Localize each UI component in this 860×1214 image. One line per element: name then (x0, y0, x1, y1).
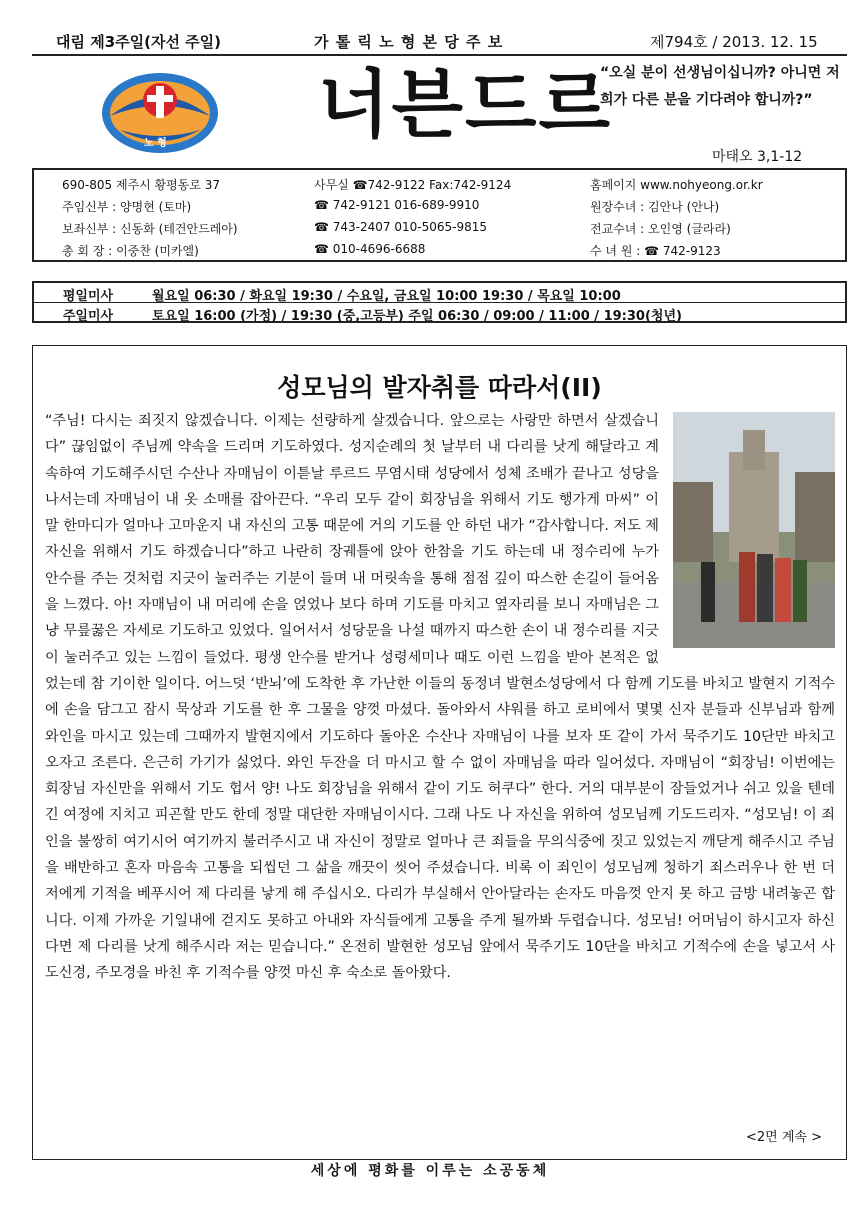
logo-text: 노 형 (144, 138, 167, 149)
info-row (34, 238, 845, 260)
header-bar (32, 28, 847, 56)
mission-sister: 전교수녀 : 오인영 (글라라) (590, 222, 731, 236)
sunday-mass-times: 토요일 16:00 (가정) / 19:30 (중,고등부) 주일 06:30 / 09:00 / 11:00 / 19:30(청년) (152, 309, 682, 324)
article-body: “주님! 다시는 죄짓지 않겠습니다. 이제는 선량하게 살겠습니다. 앞으로는 사랑만 하면서 살겠습니다” 끊임없이 주님께 약속을 드리며 기도하였다. 성지순례의 첫 날부터 내 다리를 낫게 해달라고 계속하여 기도해주시던 수산나 자매님이 이튿날 루르드 무염시태 성당에서 성체 조배가 끝나고 성당을 나서는데 자매님이 내 옷 소매를 잡아끈다. “우리 모두 같이 회장님을 위해서 기도 행가게 마씨” 이말 한마디가 얼마나 고마운지 내 자신의 고통 때문에 거의 기도를 안 하던 내가 “감사합니다. 저도 제 자신을 위해서 기도 하겠습니다”하고 나란히 장궤틀에 앉아 한참을 기도 하는데 내 정수리에 누가 안수를 주는 것처럼 지긋이 눌러주는 기분이 들며 내 머릿속을 통해 점점 깊이 따스한 손길이 들어옴을 느꼈다. 아! 자매님이 내 머리에 손을 얹었나 보다 하며 기도를 마치고 옆자리를 보니 자매님은 그냥 무릎꿇은 자세로 기도하고 있었다. 일어서서 성당문을 나설 때까지 따스한 손이 내 정수리를 지긋이 눌러주고 있는 느낌이 들었다. 평생 안수를 받거나 성령세미나 때도 이런 느낌을 받아 본적은 없었는데 참 기이한 일이다. 어느덧 ‘반뇌’에 도착한 후 가난한 이들의 동정녀 발현소성당에서 다 함께 기도를 바치고 발현지 기적수에 손을 담그고 잠시 묵상과 기도를 한 후 그물을 양껏 마셨다. 돌아와서 샤워를 하고 로비에서 몇몇 신자 분들과 신부님과 함께 와인을 마시고 있는데 그때까지 발현지에서 기도하다 돌아온 수산나 자매님이 나를 보자 또 같이 가서 묵주기도 10단만 바치고 오자고 조른다. 은근히 가기가 싫었다. 와인 두잔을 더 마시고 할 수 없이 자매님을 따라 일어섰다. 자매님이 “회장님! 이번에는 회장님 자신만을 위해서 기도 헙서 양! 나도 회장님을 위해서 같이 기도 허쿠다” 한다. 거의 대부분이 잠들었거나 쉬고 있을 텐데 긴 여정에 지치고 피곤할 만도 한데 정말 대단한 자매님이시다. 그래 나도 나 자신을 위하여 성모님께 기도드리자. “성모님! 이 죄인을 불쌍히 여기시어 여기까지 불러주시고 내 자신이 정말로 얼마나 큰 죄들을 무의식중에 짓고 있었는지 깨닫게 해주시고 주님을 배반하고 혼자 마음속 고통을 되씹던 그 삶을 깨끗이 씻어 주셨습니다. 비록 이 죄인이 성모님께 청하기 죄스러우나 한 번 더 저에게 기적을 베푸시어 제 다리를 낳게 해 주십시오. 다리가 부실해서 안아달라는 손자도 마음껏 안지 못 하고 금방 내려놓곤 합니다. 이제 가까운 기일내에 걷지도 못하고 아내와 자식들에게 고통을 주게 될까봐 두렵습니다. 성모님! 어머님이 하시고자 하신다면 제 다리를 낫게 해주시라 저는 믿습니다.” 온전히 발현한 성모님 앞에서 묵주기도 10단을 바치고 기적수에 손을 넣고서 사도신경, 주모경을 바친 후 기적수를 양껏 마신 후 숙소로 돌아왔다. (45, 413, 835, 982)
article-body-container (45, 408, 835, 987)
superior-sister: 원장수녀 : 김안나 (안나) (590, 200, 720, 214)
pastor: 주임신부 : 양명현 (토마) (62, 200, 192, 214)
convent-phone: 수 녀 원 : ☎ 742-9123 (590, 244, 721, 258)
article-title: 성모님의 발자취를 따라서(II) (277, 373, 602, 402)
parish-info-box (32, 168, 847, 262)
footer-slogan: 세상에 평화를 이루는 소공동체 (310, 1163, 550, 1179)
mass-schedule (32, 281, 847, 323)
bulletin-name: 가 톨 릭 노 형 본 당 주 보 (314, 33, 504, 51)
sunday-mass-label: 주일미사 (62, 309, 114, 324)
pastor-phone: ☎ 742-9121 016-689-9910 (314, 198, 480, 212)
article-box (32, 345, 847, 1160)
assistant-phone: ☎ 743-2407 010-5065-9815 (314, 220, 487, 234)
liturgical-date: 대림 제3주일(자선 주일) (56, 33, 222, 51)
assistant-priest: 보좌신부 : 신동화 (테건안드레아) (62, 222, 238, 236)
weekday-mass-label: 평일미사 (62, 289, 114, 304)
weekday-mass-times: 월요일 06:30 / 화요일 19:30 / 수요일, 금요일 10:00 19:30 / 목요일 10:00 (152, 289, 621, 304)
info-row (34, 172, 845, 194)
president-phone: ☎ 010-4696-6688 (314, 242, 426, 256)
masthead-title: 너븐드르 (318, 62, 612, 148)
office-phone: 사무실 ☎742-9122 Fax:742-9124 (314, 178, 512, 192)
council-president: 총 회 장 : 이중찬 (미카엘) (62, 244, 199, 258)
gospel-quote: “오실 분이 선생님이십니까? 아니면 저희가 다른 분을 기다려야 합니까?” (600, 65, 840, 108)
info-row (34, 194, 845, 216)
issue-number: 제794호 / 2013. 12. 15 (650, 33, 818, 51)
info-row (34, 216, 845, 238)
pilgrimage-photo (673, 412, 835, 648)
continued-note: <2면 계속 > (746, 1130, 822, 1145)
weekday-mass-row (34, 283, 845, 303)
gospel-reference: 마태오 3,1-12 (712, 149, 803, 165)
homepage: 홈페이지 www.nohyeong.or.kr (590, 178, 763, 192)
parish-logo (100, 68, 220, 158)
sunday-mass-row (34, 303, 845, 322)
address: 690-805 제주시 황평동로 37 (62, 178, 220, 192)
